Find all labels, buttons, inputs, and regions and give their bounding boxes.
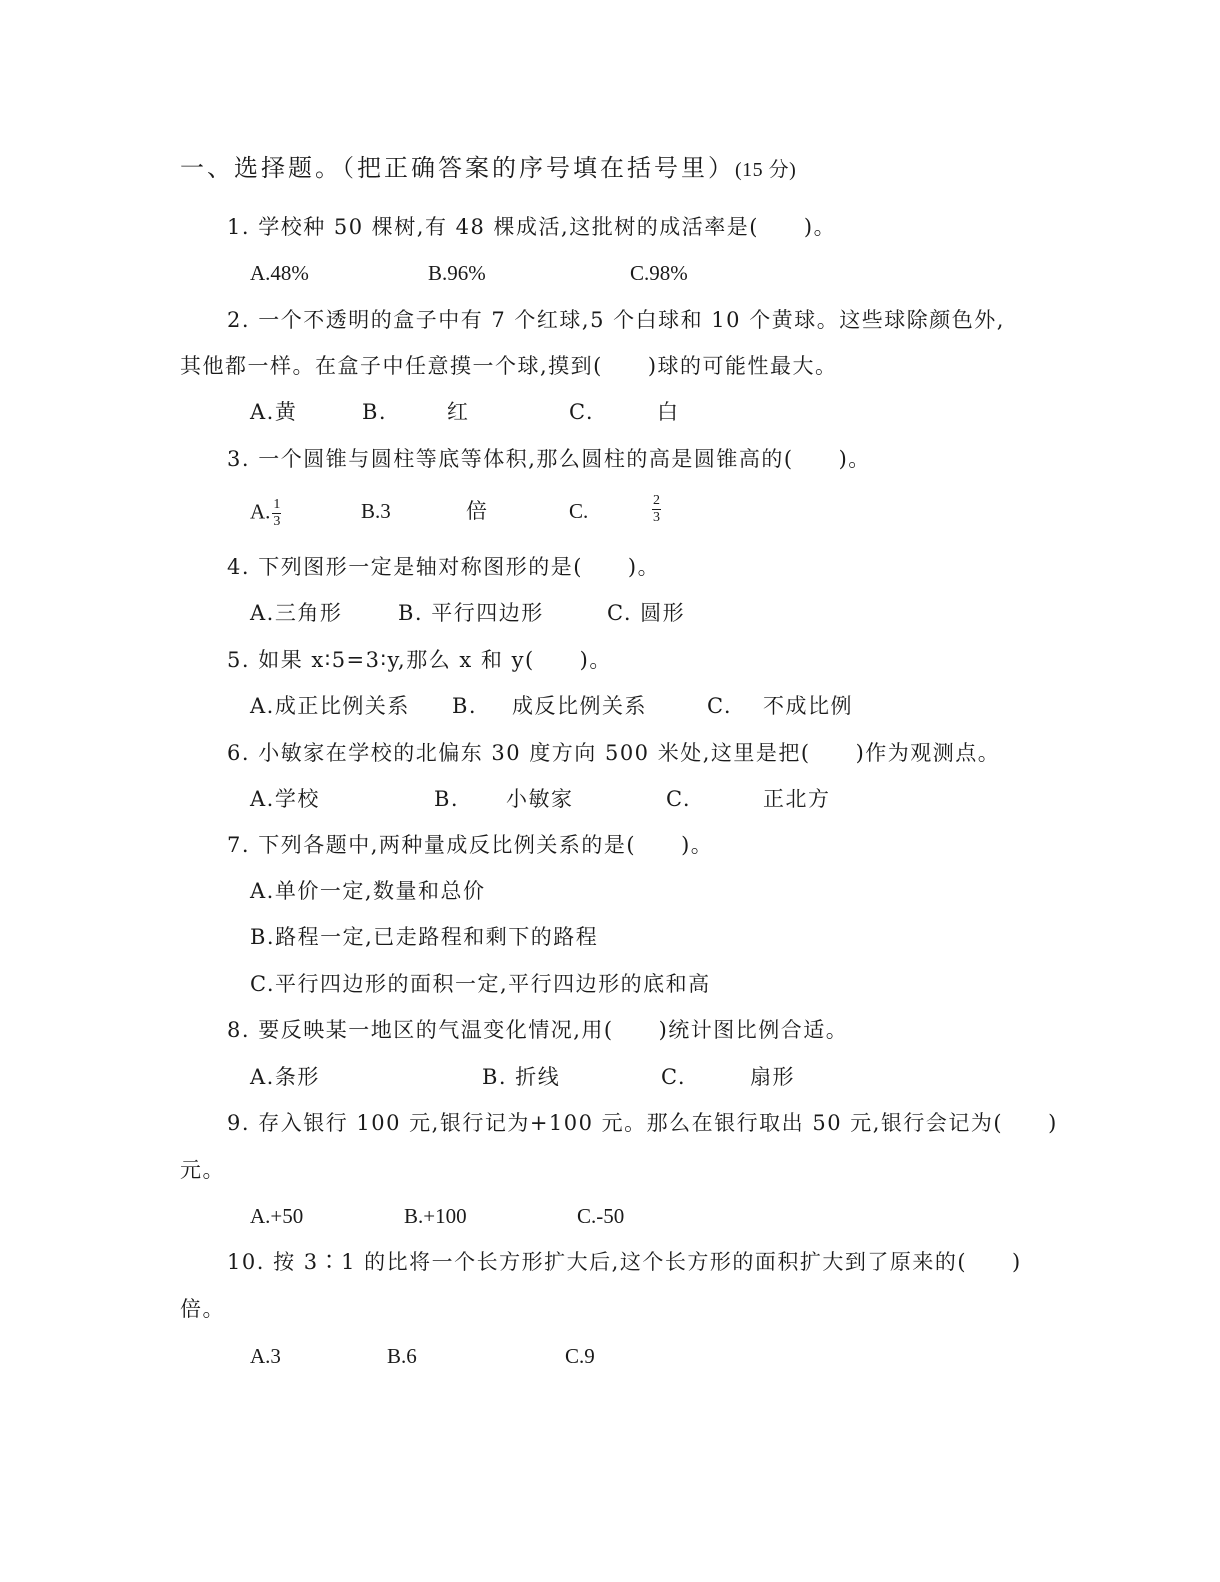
question-10-stem-line1: 10. 按 3∶1 的比将一个长方形扩大后,这个长方形的面积扩大到了原来的( ) — [227, 1250, 1022, 1274]
q8-option-b: B. 折线 — [482, 1065, 561, 1089]
q5-option-c: C. — [707, 694, 732, 718]
fraction-numerator: 1 — [273, 497, 281, 512]
q5-option-b-text: 成反比例关系 — [512, 694, 647, 718]
question-1-stem: 1. 学校种 50 棵树,有 48 棵成活,这批树的成活率是( )。 — [227, 215, 837, 239]
question-8-stem: 8. 要反映某一地区的气温变化情况,用( )统计图比例合适。 — [227, 1018, 849, 1042]
question-9-stem-line2: 元。 — [180, 1158, 225, 1182]
q5-option-c-text: 不成比例 — [763, 694, 853, 718]
q8-option-c: C. — [661, 1065, 686, 1089]
fraction-denominator: 3 — [273, 514, 281, 529]
q2-option-b-text: 红 — [447, 400, 470, 424]
q10-option-b: B.6 — [387, 1344, 417, 1368]
q3-option-c: C. — [569, 499, 589, 523]
q3-option-a-fraction — [272, 497, 281, 530]
q5-option-a: A.成正比例关系 — [250, 694, 410, 718]
q10-option-c: C.9 — [565, 1344, 595, 1368]
section-title: 一、选择题。（把正确答案的序号填在括号里） — [180, 154, 735, 182]
question-5-stem: 5. 如果 x∶5=3∶y,那么 x 和 y( )。 — [227, 648, 612, 672]
q2-option-b: B. — [362, 400, 388, 424]
q3-option-b: B.3 — [361, 499, 391, 523]
question-3-stem: 3. 一个圆锥与圆柱等底等体积,那么圆柱的高是圆锥高的( )。 — [227, 447, 871, 471]
q6-option-a: A.学校 — [250, 787, 320, 811]
q2-option-a: A.黄 — [250, 400, 298, 424]
question-9-stem-line1: 9. 存入银行 100 元,银行记为+100 元。那么在银行取出 50 元,银行会记为( ) — [227, 1111, 1058, 1135]
q6-option-c-text: 正北方 — [763, 787, 831, 811]
q7-option-b: B.路程一定,已走路程和剩下的路程 — [250, 925, 599, 949]
q10-option-a: A.3 — [250, 1344, 281, 1368]
fraction-numerator: 2 — [653, 493, 660, 508]
q6-option-b: B. — [434, 787, 460, 811]
section-score: (15 分) — [735, 159, 797, 181]
question-7-stem: 7. 下列各题中,两种量成反比例关系的是( )。 — [227, 833, 714, 857]
q2-option-c: C. — [569, 400, 594, 424]
q2-option-c-text: 白 — [657, 400, 680, 424]
q8-option-c-text: 扇形 — [750, 1065, 795, 1089]
q3-option-c-fraction — [650, 493, 661, 526]
question-2-stem-line2: 其他都一样。在盒子中任意摸一个球,摸到( )球的可能性最大。 — [180, 354, 838, 378]
q3-option-a-label: A. — [250, 499, 271, 524]
q1-option-c: C.98% — [630, 261, 688, 285]
question-3-options — [0, 493, 1000, 537]
q1-option-b: B.96% — [428, 261, 486, 285]
q6-option-b-text: 小敏家 — [506, 787, 574, 811]
q9-option-b: B.+100 — [404, 1204, 467, 1228]
q3-option-a — [250, 497, 281, 530]
q1-option-a: A.48% — [250, 261, 309, 285]
q9-option-a: A.+50 — [250, 1204, 304, 1228]
q8-option-a: A.条形 — [250, 1065, 320, 1089]
section-heading — [180, 154, 796, 184]
q4-option-a: A.三角形 — [250, 601, 343, 625]
fraction-denominator: 3 — [653, 510, 660, 525]
question-2-stem-line1: 2. 一个不透明的盒子中有 7 个红球,5 个白球和 10 个黄球。这些球除颜色外, — [227, 308, 1005, 332]
q5-option-b: B. — [452, 694, 478, 718]
q6-option-c: C. — [666, 787, 691, 811]
question-10-stem-line2: 倍。 — [180, 1297, 225, 1321]
question-4-stem: 4. 下列图形一定是轴对称图形的是( )。 — [227, 555, 661, 579]
q3-option-b-unit: 倍 — [466, 499, 487, 523]
q9-option-c: C.-50 — [577, 1204, 625, 1228]
q7-option-c: C.平行四边形的面积一定,平行四边形的底和高 — [250, 972, 711, 996]
q4-option-c: C. 圆形 — [607, 601, 686, 625]
question-6-stem: 6. 小敏家在学校的北偏东 30 度方向 500 米处,这里是把( )作为观测点。 — [227, 741, 1001, 765]
q7-option-a: A.单价一定,数量和总价 — [250, 879, 486, 903]
q4-option-b: B. 平行四边形 — [398, 601, 544, 625]
